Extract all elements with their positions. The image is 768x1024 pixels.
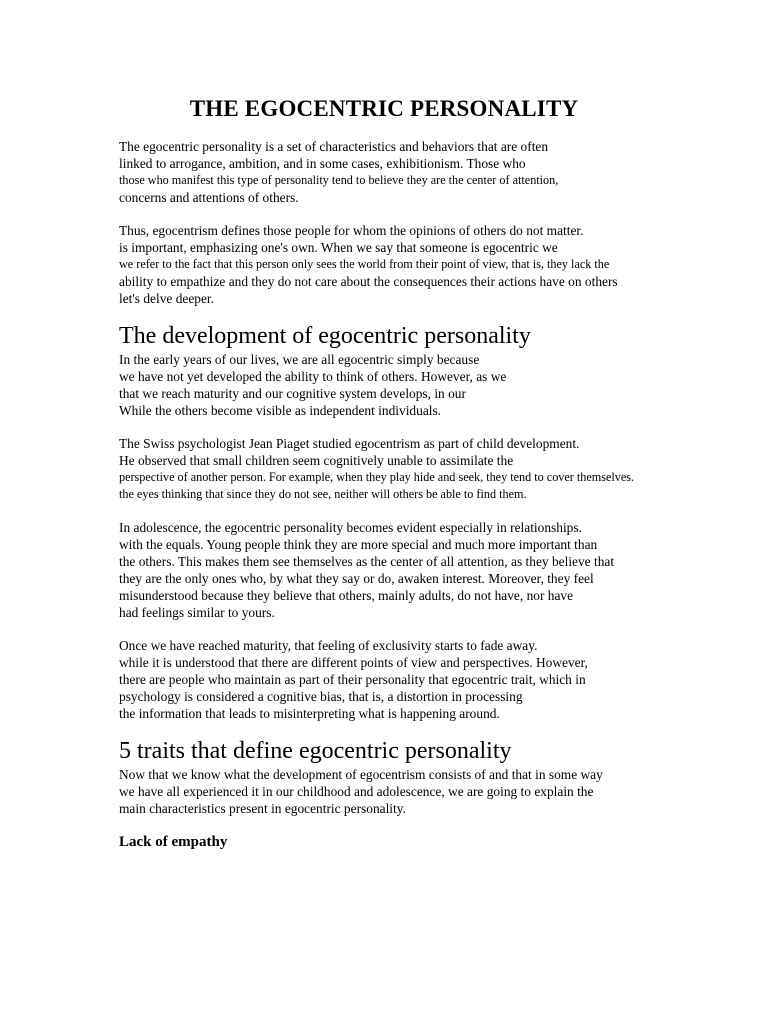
text-line: while it is understood that there are different points of view and perspectives. However,: [119, 655, 588, 670]
text-line: He observed that small children seem cognitively unable to assimilate the: [119, 453, 514, 468]
text-line: perspective of another person. For example, when they play hide and seek, they tend to cover themselves.: [119, 470, 635, 484]
text-line: ability to empathize and they do not care about the consequences their actions have on others: [119, 274, 618, 289]
text-line: The egocentric personality is a set of characteristics and behaviors that are often: [119, 139, 549, 154]
text-line: the others. This makes them see themselves as the center of all attention, as they believe that: [119, 554, 615, 569]
text-line: we refer to the fact that this person only sees the world from their point of view, that is, they lack the: [119, 257, 610, 271]
text-line: we have not yet developed the ability to think of others. However, as we: [119, 369, 507, 384]
text-line: concerns and attentions of others.: [119, 190, 299, 205]
text-line: they are the only ones who, by what they say or do, awaken interest. Moreover, they feel: [119, 571, 594, 586]
text-line: In the early years of our lives, we are all egocentric simply because: [119, 352, 480, 367]
text-line: misunderstood because they believe that others, mainly adults, do not have, nor have: [119, 588, 574, 603]
text-line: In adolescence, the egocentric personality becomes evident especially in relationships.: [119, 520, 582, 535]
section-heading-traits: 5 traits that define egocentric personality: [119, 738, 512, 764]
text-line: main characteristics present in egocentric personality.: [119, 801, 406, 816]
text-line: Once we have reached maturity, that feeling of exclusivity starts to fade away.: [119, 638, 538, 653]
text-line: the eyes thinking that since they do not see, neither will others be able to find them.: [119, 487, 527, 501]
text-line: While the others become visible as independent individuals.: [119, 403, 442, 418]
text-line: Now that we know what the development of egocentrism consists of and that in some way: [119, 767, 603, 782]
text-line: the information that leads to misinterpreting what is happening around.: [119, 706, 500, 721]
text-line: those who manifest this type of personality tend to believe they are the center of attention,: [119, 173, 559, 187]
text-line: Thus, egocentrism defines those people for whom the opinions of others do not matter.: [119, 223, 584, 238]
text-line: The Swiss psychologist Jean Piaget studied egocentrism as part of child development.: [119, 436, 580, 451]
intro-paragraph: [119, 138, 558, 206]
text-line: there are people who maintain as part of their personality that egocentric trait, which in: [119, 672, 586, 687]
text-line: we have all experienced it in our childhood and adolescence, we are going to explain the: [119, 784, 594, 799]
text-line: with the equals. Young people think they are more special and much more important than: [119, 537, 598, 552]
adolescence-paragraph: [119, 519, 614, 621]
text-line: psychology is considered a cognitive bias, that is, a distortion in processing: [119, 689, 523, 704]
maturity-paragraph: [119, 637, 588, 722]
piaget-paragraph: [119, 435, 634, 503]
text-line: is important, emphasizing one's own. When we say that someone is egocentric we: [119, 240, 558, 255]
text-line: that we reach maturity and our cognitive system develops, in our: [119, 386, 466, 401]
text-line: had feelings similar to yours.: [119, 605, 275, 620]
section-heading-development: The development of egocentric personality: [119, 323, 531, 349]
early-years-paragraph: [119, 351, 506, 419]
definition-paragraph: [119, 222, 618, 307]
traits-intro-paragraph: [119, 766, 603, 817]
document-title: THE EGOCENTRIC PERSONALITY: [189, 96, 579, 121]
text-line: let's delve deeper.: [119, 291, 214, 306]
text-line: linked to arrogance, ambition, and in some cases, exhibitionism. Those who: [119, 156, 526, 171]
subheading-lack-of-empathy: Lack of empathy: [119, 834, 228, 850]
